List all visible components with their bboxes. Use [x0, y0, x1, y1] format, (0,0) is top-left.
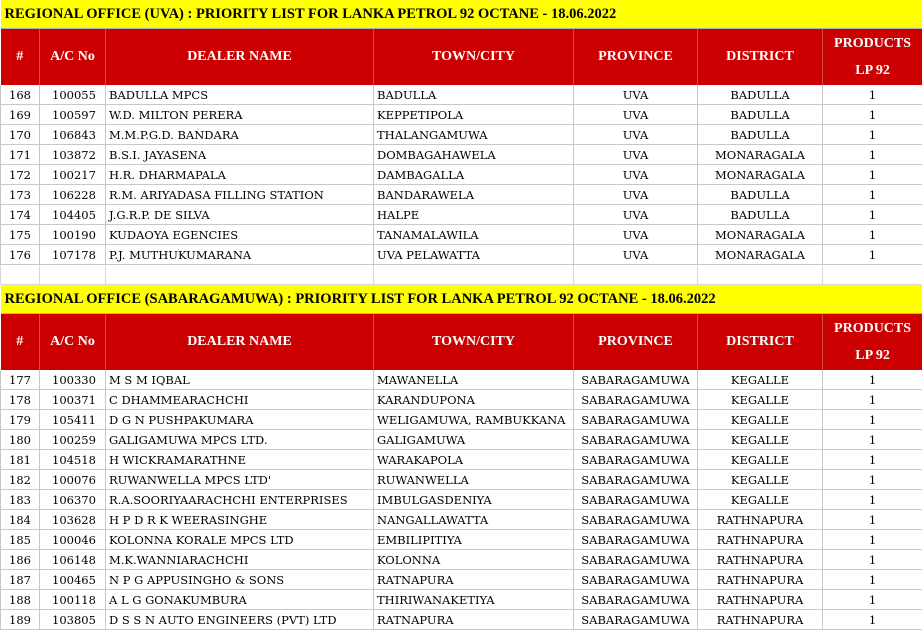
account-number: 106843	[40, 125, 106, 145]
account-number: 100118	[40, 590, 106, 610]
dealer-name: BADULLA MPCS	[106, 85, 374, 105]
account-number: 100217	[40, 165, 106, 185]
table-row	[1, 205, 922, 225]
table-row	[1, 550, 922, 570]
row-number: 176	[1, 245, 40, 265]
town-city: EMBILIPITIYA	[374, 530, 574, 550]
town-city: THALANGAMUWA	[374, 125, 574, 145]
town-city: BANDARAWELA	[374, 185, 574, 205]
dealer-name: D S S N AUTO ENGINEERS (PVT) LTD	[106, 610, 374, 630]
dealer-name: R.A.SOORIYAARACHCHI ENTERPRISES	[106, 490, 374, 510]
district: MONARAGALA	[698, 145, 823, 165]
row-number: 188	[1, 590, 40, 610]
lp92-quantity: 1	[823, 550, 922, 570]
column-header-row	[1, 314, 922, 371]
town-city: THIRIWANAKETIYA	[374, 590, 574, 610]
header-lp92-label: LP 92	[823, 342, 922, 369]
lp92-quantity: 1	[823, 410, 922, 430]
table-row	[1, 105, 922, 125]
dealer-name: C DHAMMEARACHCHI	[106, 390, 374, 410]
lp92-quantity: 1	[823, 85, 922, 105]
account-number: 103628	[40, 510, 106, 530]
row-number: 180	[1, 430, 40, 450]
account-number: 104518	[40, 450, 106, 470]
row-number: 174	[1, 205, 40, 225]
dealer-name: H.R. DHARMAPALA	[106, 165, 374, 185]
town-city: IMBULGASDENIYA	[374, 490, 574, 510]
province: SABARAGAMUWA	[574, 510, 698, 530]
account-number: 103872	[40, 145, 106, 165]
dealer-name: M S M IQBAL	[106, 370, 374, 390]
header-town-city: TOWN/CITY	[374, 29, 574, 86]
row-number: 169	[1, 105, 40, 125]
row-number: 175	[1, 225, 40, 245]
row-number: 183	[1, 490, 40, 510]
town-city: WELIGAMUWA, RAMBUKKANA	[374, 410, 574, 430]
account-number: 107178	[40, 245, 106, 265]
header-number: #	[1, 314, 40, 371]
lp92-quantity: 1	[823, 390, 922, 410]
lp92-quantity: 1	[823, 245, 922, 265]
table-row	[1, 470, 922, 490]
town-city: TANAMALAWILA	[374, 225, 574, 245]
table-row	[1, 490, 922, 510]
district: RATHNAPURA	[698, 610, 823, 630]
table-row	[1, 370, 922, 390]
dealer-name: GALIGAMUWA MPCS LTD.	[106, 430, 374, 450]
dealer-name: H P D R K WEERASINGHE	[106, 510, 374, 530]
header-province: PROVINCE	[574, 29, 698, 86]
account-number: 100076	[40, 470, 106, 490]
account-number: 100597	[40, 105, 106, 125]
district: KEGALLE	[698, 390, 823, 410]
district: BADULLA	[698, 105, 823, 125]
district: RATHNAPURA	[698, 550, 823, 570]
row-number: 168	[1, 85, 40, 105]
account-number: 106228	[40, 185, 106, 205]
district: RATHNAPURA	[698, 510, 823, 530]
blank-cell	[823, 265, 922, 285]
dealer-name: R.M. ARIYADASA FILLING STATION	[106, 185, 374, 205]
town-city: DAMBAGALLA	[374, 165, 574, 185]
row-number: 172	[1, 165, 40, 185]
account-number: 100371	[40, 390, 106, 410]
town-city: BADULLA	[374, 85, 574, 105]
town-city: KARANDUPONA	[374, 390, 574, 410]
section-title-row	[1, 285, 922, 314]
province: UVA	[574, 85, 698, 105]
row-number: 187	[1, 570, 40, 590]
row-number: 177	[1, 370, 40, 390]
province: UVA	[574, 185, 698, 205]
header-district: DISTRICT	[698, 29, 823, 86]
lp92-quantity: 1	[823, 590, 922, 610]
district: KEGALLE	[698, 430, 823, 450]
blank-row	[1, 265, 922, 285]
row-number: 182	[1, 470, 40, 490]
header-number: #	[1, 29, 40, 86]
province: UVA	[574, 125, 698, 145]
header-lp92-label: LP 92	[823, 57, 922, 84]
account-number: 106370	[40, 490, 106, 510]
district: BADULLA	[698, 185, 823, 205]
town-city: KOLONNA	[374, 550, 574, 570]
dealer-name: N P G APPUSINGHO & SONS	[106, 570, 374, 590]
province: SABARAGAMUWA	[574, 390, 698, 410]
lp92-quantity: 1	[823, 470, 922, 490]
town-city: RUWANWELLA	[374, 470, 574, 490]
lp92-quantity: 1	[823, 125, 922, 145]
town-city: DOMBAGAHAWELA	[374, 145, 574, 165]
table-row	[1, 225, 922, 245]
province: SABARAGAMUWA	[574, 490, 698, 510]
dealer-name: D G N PUSHPAKUMARA	[106, 410, 374, 430]
province: SABARAGAMUWA	[574, 470, 698, 490]
dealer-name: H WICKRAMARATHNE	[106, 450, 374, 470]
table-body	[1, 0, 922, 630]
lp92-quantity: 1	[823, 530, 922, 550]
account-number: 105411	[40, 410, 106, 430]
dealer-name: J.G.R.P. DE SILVA	[106, 205, 374, 225]
province: UVA	[574, 245, 698, 265]
lp92-quantity: 1	[823, 490, 922, 510]
header-products-label: PRODUCTS	[823, 30, 922, 57]
blank-cell	[374, 265, 574, 285]
account-number: 100046	[40, 530, 106, 550]
row-number: 185	[1, 530, 40, 550]
table-row	[1, 590, 922, 610]
table-row	[1, 410, 922, 430]
lp92-quantity: 1	[823, 570, 922, 590]
table-row	[1, 145, 922, 165]
dealer-name: P.J. MUTHUKUMARANA	[106, 245, 374, 265]
dealer-name: RUWANWELLA MPCS LTD'	[106, 470, 374, 490]
town-city: HALPE	[374, 205, 574, 225]
district: MONARAGALA	[698, 225, 823, 245]
account-number: 100055	[40, 85, 106, 105]
town-city: MAWANELLA	[374, 370, 574, 390]
lp92-quantity: 1	[823, 185, 922, 205]
header-products-label: PRODUCTS	[823, 315, 922, 342]
header-dealer-name: DEALER NAME	[106, 29, 374, 86]
section-title: REGIONAL OFFICE (SABARAGAMUWA) : PRIORITY LIST FOR LANKA PETROL 92 OCTANE - 18.06.2022	[1, 285, 922, 314]
table-row	[1, 510, 922, 530]
lp92-quantity: 1	[823, 510, 922, 530]
row-number: 173	[1, 185, 40, 205]
dealer-name: KOLONNA KORALE MPCS LTD	[106, 530, 374, 550]
dealer-name: B.S.I. JAYASENA	[106, 145, 374, 165]
lp92-quantity: 1	[823, 145, 922, 165]
district: BADULLA	[698, 205, 823, 225]
table-row	[1, 390, 922, 410]
row-number: 170	[1, 125, 40, 145]
town-city: RATNAPURA	[374, 570, 574, 590]
table-row	[1, 570, 922, 590]
table-row	[1, 85, 922, 105]
row-number: 178	[1, 390, 40, 410]
row-number: 171	[1, 145, 40, 165]
header-products	[823, 29, 922, 86]
district: KEGALLE	[698, 370, 823, 390]
town-city: UVA PELAWATTA	[374, 245, 574, 265]
province: UVA	[574, 105, 698, 125]
district: BADULLA	[698, 125, 823, 145]
province: SABARAGAMUWA	[574, 430, 698, 450]
dealer-name: A L G GONAKUMBURA	[106, 590, 374, 610]
lp92-quantity: 1	[823, 165, 922, 185]
account-number: 100190	[40, 225, 106, 245]
account-number: 100330	[40, 370, 106, 390]
province: SABARAGAMUWA	[574, 370, 698, 390]
province: SABARAGAMUWA	[574, 410, 698, 430]
province: SABARAGAMUWA	[574, 570, 698, 590]
district: RATHNAPURA	[698, 530, 823, 550]
province: UVA	[574, 145, 698, 165]
town-city: KEPPETIPOLA	[374, 105, 574, 125]
town-city: RATNAPURA	[374, 610, 574, 630]
district: RATHNAPURA	[698, 590, 823, 610]
header-products	[823, 314, 922, 371]
district: BADULLA	[698, 85, 823, 105]
province: SABARAGAMUWA	[574, 530, 698, 550]
table-row	[1, 125, 922, 145]
section-title: REGIONAL OFFICE (UVA) : PRIORITY LIST FOR LANKA PETROL 92 OCTANE - 18.06.2022	[1, 0, 922, 29]
province: UVA	[574, 225, 698, 245]
dealer-name: W.D. MILTON PERERA	[106, 105, 374, 125]
section-title-row	[1, 0, 922, 29]
row-number: 189	[1, 610, 40, 630]
dealer-name: M.K.WANNIARACHCHI	[106, 550, 374, 570]
header-ac-no: A/C No	[40, 314, 106, 371]
header-province: PROVINCE	[574, 314, 698, 371]
account-number: 103805	[40, 610, 106, 630]
account-number: 100259	[40, 430, 106, 450]
lp92-quantity: 1	[823, 205, 922, 225]
table-row	[1, 610, 922, 630]
header-district: DISTRICT	[698, 314, 823, 371]
blank-cell	[40, 265, 106, 285]
table-row	[1, 245, 922, 265]
province: SABARAGAMUWA	[574, 550, 698, 570]
header-dealer-name: DEALER NAME	[106, 314, 374, 371]
account-number: 106148	[40, 550, 106, 570]
table-row	[1, 450, 922, 470]
district: RATHNAPURA	[698, 570, 823, 590]
lp92-quantity: 1	[823, 610, 922, 630]
column-header-row	[1, 29, 922, 86]
blank-cell	[1, 265, 40, 285]
header-ac-no: A/C No	[40, 29, 106, 86]
row-number: 186	[1, 550, 40, 570]
row-number: 179	[1, 410, 40, 430]
blank-cell	[106, 265, 374, 285]
table-row	[1, 530, 922, 550]
blank-cell	[574, 265, 698, 285]
district: MONARAGALA	[698, 245, 823, 265]
town-city: GALIGAMUWA	[374, 430, 574, 450]
header-town-city: TOWN/CITY	[374, 314, 574, 371]
dealer-name: KUDAOYA EGENCIES	[106, 225, 374, 245]
lp92-quantity: 1	[823, 105, 922, 125]
province: SABARAGAMUWA	[574, 610, 698, 630]
account-number: 104405	[40, 205, 106, 225]
province: UVA	[574, 165, 698, 185]
district: KEGALLE	[698, 490, 823, 510]
table-row	[1, 165, 922, 185]
row-number: 181	[1, 450, 40, 470]
lp92-quantity: 1	[823, 225, 922, 245]
account-number: 100465	[40, 570, 106, 590]
lp92-quantity: 1	[823, 450, 922, 470]
table-row	[1, 185, 922, 205]
lp92-quantity: 1	[823, 370, 922, 390]
province: SABARAGAMUWA	[574, 450, 698, 470]
district: KEGALLE	[698, 410, 823, 430]
table-row	[1, 430, 922, 450]
dealer-name: M.M.P.G.D. BANDARA	[106, 125, 374, 145]
blank-cell	[698, 265, 823, 285]
lp92-quantity: 1	[823, 430, 922, 450]
row-number: 184	[1, 510, 40, 530]
town-city: WARAKAPOLA	[374, 450, 574, 470]
province: SABARAGAMUWA	[574, 590, 698, 610]
district: KEGALLE	[698, 450, 823, 470]
district: KEGALLE	[698, 470, 823, 490]
province: UVA	[574, 205, 698, 225]
district: MONARAGALA	[698, 165, 823, 185]
town-city: NANGALLAWATTA	[374, 510, 574, 530]
